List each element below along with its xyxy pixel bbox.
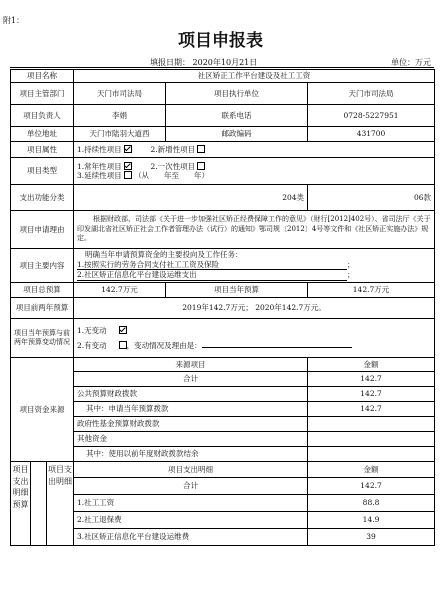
competent-dept-value: 天门市司法局 [74,83,166,105]
attribute-label: 项目属性 [11,142,74,158]
checkbox-empty-icon[interactable] [119,341,127,349]
expense-row [11,495,435,512]
checkbox-checked-icon[interactable] [119,326,127,334]
row-competent-dept [11,83,435,105]
expense-row-name: 1.社工工资 [74,495,308,512]
expense-row-name: 合计 [74,478,308,495]
funding-row-name: 政府性基金预算财政拨款 [74,417,308,432]
phone-label: 联系电话 [166,105,308,127]
func-subject-item: 06款 [308,185,435,211]
expense-side-mark [31,462,47,546]
funding-row-name: 公共预算财政拨款 [74,387,308,402]
func-subject-label: 支出功能分类 [11,185,74,211]
content-item2: 2.社区矫正信息化平台建设运维支出 [77,270,347,280]
funding-row [11,372,435,387]
address-value: 天门市陆羽大道西 [74,127,166,142]
funding-row-name: 其他资金 [74,432,308,447]
content-cell: 明确当年申请预算资金的主要投向及工作任务： 1.按照实行的劳务合同支付社工工资及保险 ； 2.社区矫正信息化平台建设运维支出 ； [74,249,435,283]
expense-row [11,478,435,495]
checkbox-empty-icon[interactable] [197,145,205,153]
exec-unit-label: 项目执行单位 [166,83,308,105]
type-opt2: 2.一次性项目 [150,161,196,171]
row-funding-header [11,358,435,372]
expense-row-amount: 88.8 [308,495,435,512]
row-person [11,105,435,127]
funding-row-amount [308,447,435,462]
row-type [11,158,435,185]
basis-label: 项目申请理由 [11,211,74,249]
type-opt3: 3.延续性项目 [77,171,122,180]
changes-reason-line [202,339,352,348]
changes-opt1: 1.无变动 [77,325,107,335]
content-label: 项目主要内容 [11,249,74,283]
type-label: 项目类型 [11,158,74,185]
changes-cell [74,319,435,358]
prev-budget-label: 项目前两年预算 [11,298,74,319]
func-subject-class: 204类 [74,185,308,211]
row-project-name [11,70,435,83]
exec-unit-value: 天门市司法局 [308,83,435,105]
row-prev-budget [11,298,435,319]
checkbox-checked-icon[interactable] [124,162,132,170]
project-name-label: 项目名称 [11,70,74,83]
content-intro: 明确当年申请预算资金的主要投向及工作任务： [85,250,243,260]
content-item1: 1.按照实行的劳务合同支付社工工资及保险 [77,260,347,270]
funding-row-name: 其中：申请当年预算拨款 [74,402,308,417]
phone-value: 0728-5227951 [308,105,435,127]
row-address [11,127,435,142]
expense-row [11,529,435,546]
address-label: 单位地址 [11,127,74,142]
expense-col-detail: 项目支出明细 [74,462,308,478]
row-expense-header [11,462,435,478]
row-func-subject [11,185,435,211]
funding-row-amount [308,432,435,447]
project-name-value: 社区矫正工作平台建设及社工工资 [74,70,435,83]
competent-dept-label: 项目主管部门 [11,83,74,105]
page-title: 项目申报表 [178,31,263,51]
fill-date: 填报日期： 2020年10月21日 [150,58,258,67]
funding-label: 项目资金来源 [11,358,74,462]
funding-row [11,402,435,417]
expense-sub-label: 项目支出明细 [47,462,74,546]
project-application-table [10,69,435,546]
funding-row [11,417,435,432]
row-attribute [11,142,435,158]
changes-label: 项目当年预算与前两年预算变动情况 [11,319,74,358]
person-label: 项目负责人 [11,105,74,127]
header-rule [10,67,434,68]
checkbox-empty-icon[interactable] [124,171,132,179]
expense-label: 项目支出明细预算 [11,462,31,546]
person-value: 李娟 [74,105,166,127]
type-range: （从 年至 年） [134,171,210,180]
funding-row-amount: 142.7 [308,402,435,417]
funding-col-source: 来源项目 [74,358,308,372]
unit-label: 单位：万元 [391,58,431,67]
row-content [11,249,435,283]
type-opt1: 1.常年性项目 [77,161,122,171]
funding-row [11,387,435,402]
attachment-label: 附1： [3,16,25,25]
funding-row-amount [308,417,435,432]
attribute-opt2: 2.新增性项目 [150,144,196,154]
expense-row-amount: 39 [308,529,435,546]
funding-col-amount: 金额 [308,358,435,372]
attribute-opt1: 1.持续性项目 [77,144,122,154]
funding-row [11,447,435,462]
current-budget-value: 142.7万元 [308,283,435,298]
funding-row-amount: 142.7 [308,372,435,387]
changes-opt2: 2.有变动 [77,341,107,350]
expense-row-name: 2.社工退保费 [74,512,308,529]
expense-row-amount: 142.7 [308,478,435,495]
type-options [74,158,435,185]
expense-row-name: 3.社区矫正信息化平台建设运维费 [74,529,308,546]
funding-row-name: 其中：使用以前年度财政拨款结余 [74,447,308,462]
funding-row [11,432,435,447]
row-basis [11,211,435,249]
zip-value: 431700 [308,127,435,142]
total-budget-label: 项目总预算 [11,283,74,298]
current-budget-label: 项目当年预算 [166,283,308,298]
checkbox-empty-icon[interactable] [197,162,205,170]
expense-row [11,512,435,529]
zip-label: 邮政编码 [166,127,308,142]
row-total-budget [11,283,435,298]
funding-row-amount: 142.7 [308,387,435,402]
prev-budget-value: 2019年142.7万元； 2020年142.7万元。 [74,298,435,319]
attribute-options [74,142,435,158]
row-changes [11,319,435,358]
expense-row-amount: 14.9 [308,512,435,529]
expense-col-amount: 金额 [308,462,435,478]
total-budget-value: 142.7万元 [74,283,166,298]
funding-row-name: 合计 [74,372,308,387]
checkbox-checked-icon[interactable] [124,145,132,153]
changes-opt2-tail: ，变动情况及理由是： [126,341,202,350]
basis-text: 根据财政部、司法部《关于进一步加强社区矫正经费保障工作的意见》（财行[2012]402号）、省司法厅《关于印发湖北省社区矫正社会工作者管理办法（试行）的通知》鄂司规〔2012〕4号等文件和《社区矫正实施办法》规定。 [74,211,435,249]
